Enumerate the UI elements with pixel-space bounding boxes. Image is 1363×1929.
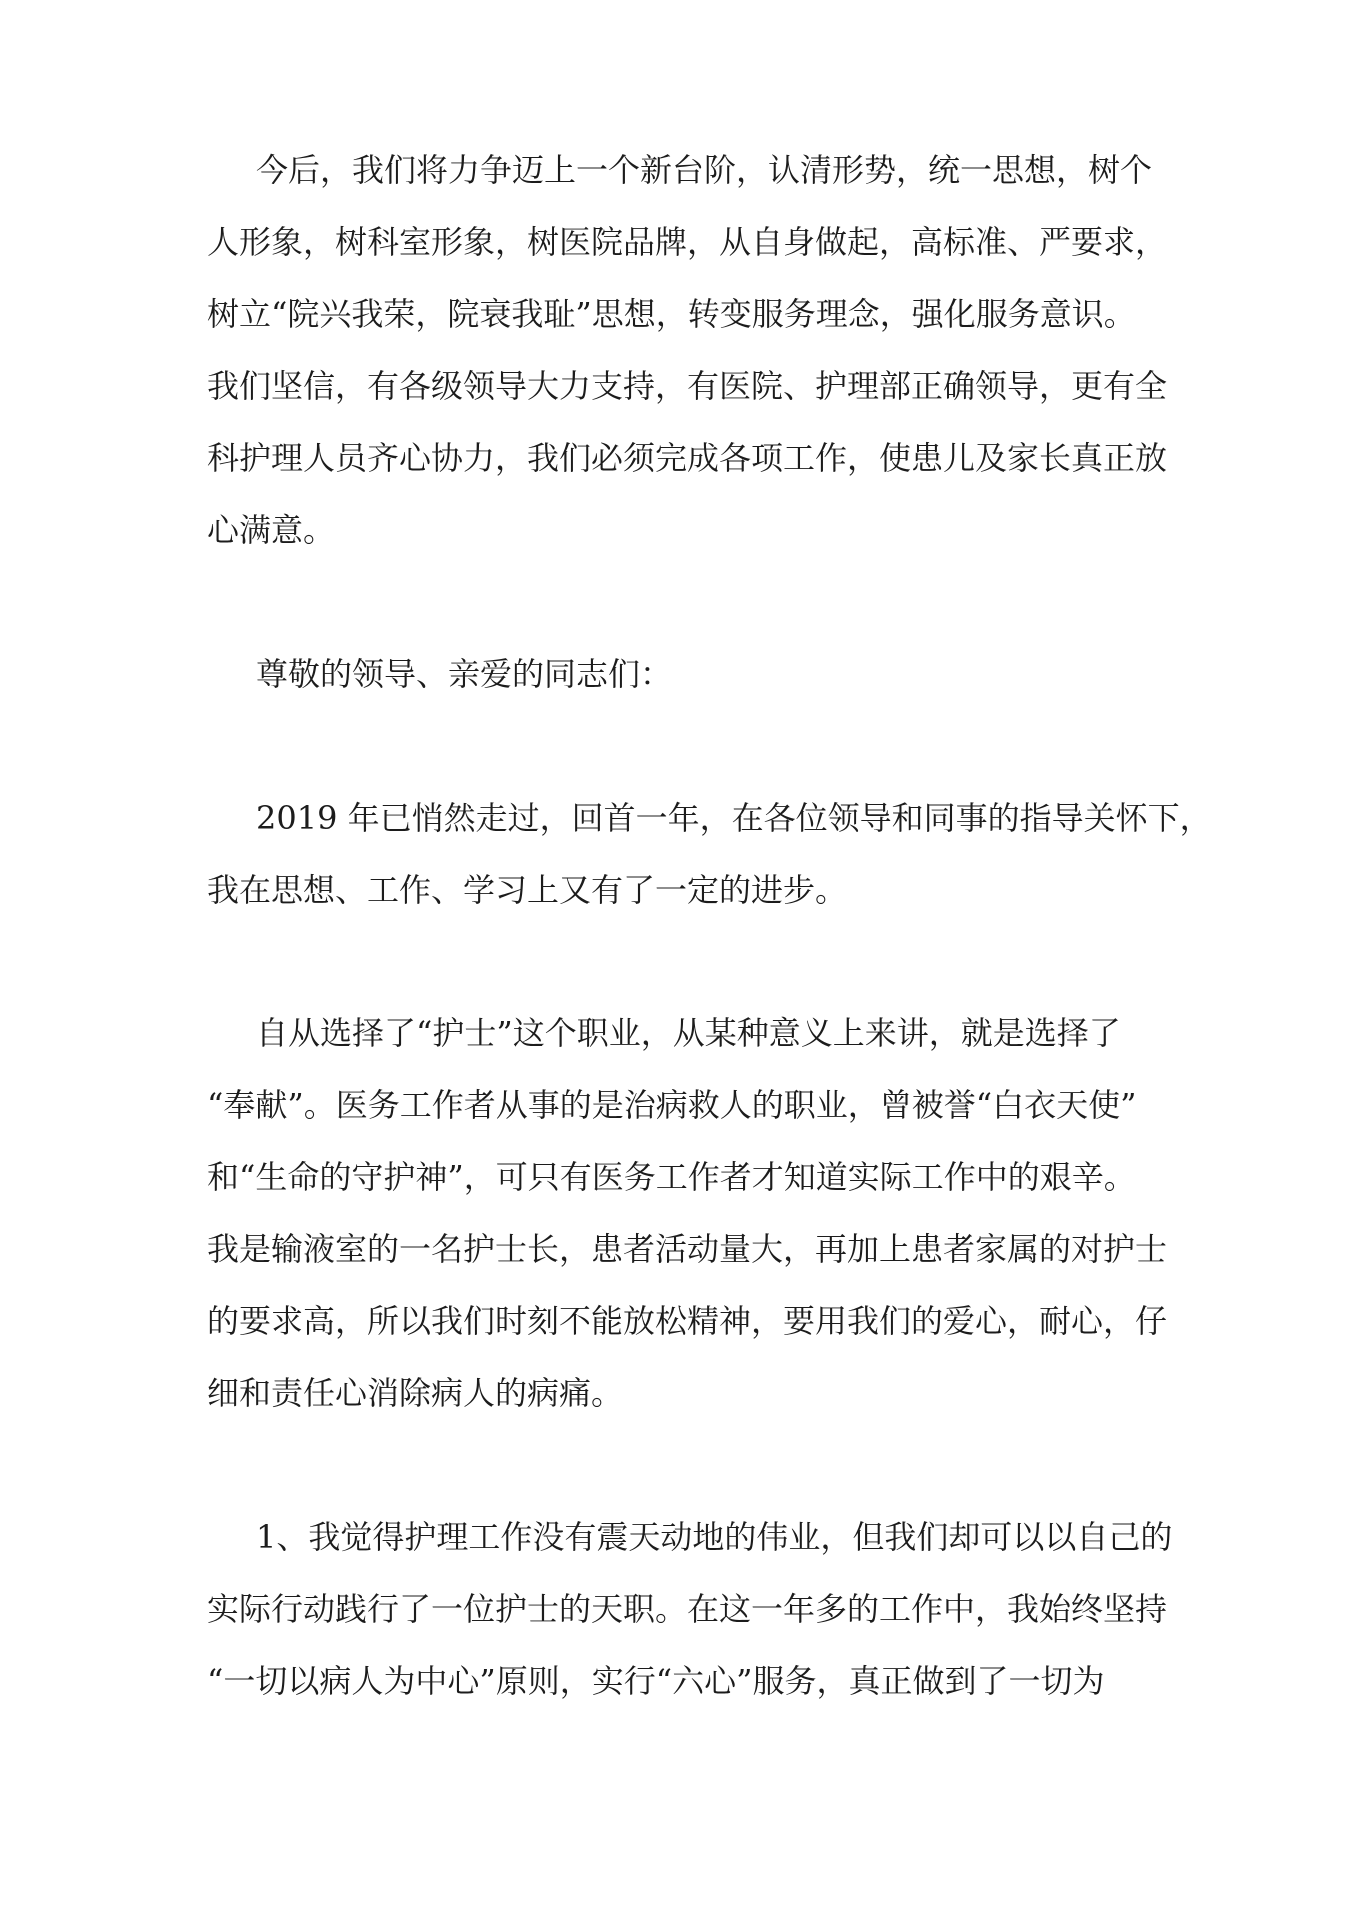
paragraph-line: 和“生命的守护神”，可只有医务工作者才知道实际工作中的艰辛。 bbox=[207, 1158, 1136, 1196]
paragraph-line: 细和责任心消除病人的病痛。 bbox=[207, 1374, 624, 1412]
paragraph-line: 树立“院兴我荣，院衰我耻”思想，转变服务理念，强化服务意识。 bbox=[207, 295, 1136, 333]
paragraph-line: 科护理人员齐心协力，我们必须完成各项工作，使患儿及家长真正放 bbox=[207, 439, 1168, 477]
paragraph-line: 自从选择了“护士”这个职业，从某种意义上来讲，就是选择了 bbox=[256, 1014, 1121, 1052]
paragraph-line: 今后，我们将力争迈上一个新台阶，认清形势，统一思想，树个 bbox=[256, 151, 1153, 189]
paragraph-line: “一切以病人为中心”原则，实行“六心”服务，真正做到了一切为 bbox=[207, 1662, 1105, 1700]
paragraph-line: 1、我觉得护理工作没有震天动地的伟业，但我们却可以以自己的 bbox=[256, 1518, 1173, 1556]
paragraph-line: 我是输液室的一名护士长，患者活动量大，再加上患者家属的对护士 bbox=[207, 1230, 1168, 1268]
paragraph-line: 2019 年已悄然走过，回首一年，在各位领导和同事的指导关怀下， bbox=[256, 799, 1212, 837]
salutation-line: 尊敬的领导、亲爱的同志们： bbox=[256, 655, 673, 693]
paragraph-line: 的要求高，所以我们时刻不能放松精神，要用我们的爱心，耐心，仔 bbox=[207, 1302, 1168, 1340]
paragraph-line: 我在思想、工作、学习上又有了一定的进步。 bbox=[207, 871, 848, 909]
paragraph-line: “奉献”。医务工作者从事的是治病救人的职业，曾被誉“白衣天使” bbox=[207, 1086, 1137, 1124]
paragraph-line: 实际行动践行了一位护士的天职。在这一年多的工作中，我始终坚持 bbox=[207, 1590, 1168, 1628]
paragraph-line: 人形象，树科室形象，树医院品牌，从自身做起，高标准、严要求， bbox=[207, 223, 1168, 261]
paragraph-line: 我们坚信，有各级领导大力支持，有医院、护理部正确领导，更有全 bbox=[207, 367, 1168, 405]
paragraph-line: 心满意。 bbox=[207, 511, 336, 549]
